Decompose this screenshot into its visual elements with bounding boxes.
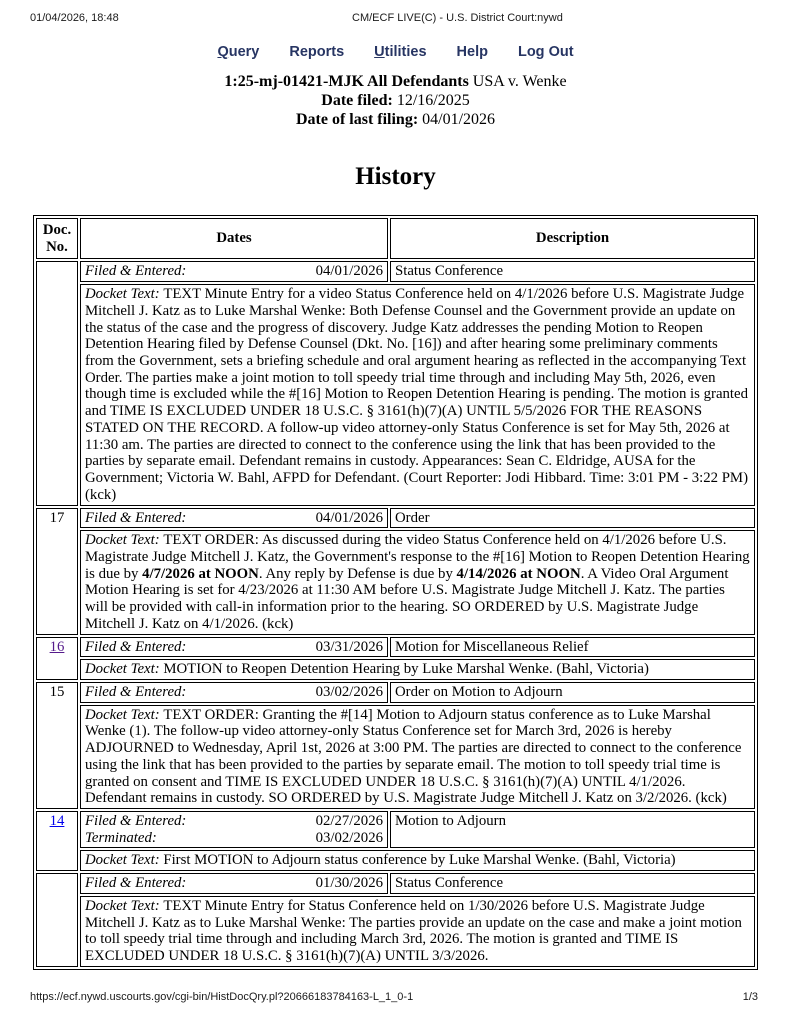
docket-text-row [36,705,755,809]
docket-text-segment: . A Video Oral Argument Motion Hearing is set for 4/23/2026 at 11:30 AM before U.S. Magistrate Judge Mitchell J. Katz. The parties will be provided with call-in information prior to the hearing. SO ORDERED by U.S. Magistrate Judge Mitchell J. Katz on 4/1/2026. (kck) [85,565,729,632]
description-cell: Status Conference [390,261,755,282]
print-timestamp: 01/04/2026, 18:48 [30,12,119,24]
dates-cell [80,261,388,282]
date-line [85,639,383,656]
dates-cell [80,637,388,658]
dates-cell [80,508,388,529]
description-cell: Motion for Miscellaneous Relief [390,637,755,658]
docket-text-row [36,896,755,967]
footer-url: https://ecf.nywd.uscourts.gov/cgi-bin/HistDocQry.pl?20666183784163-L_1_0-1 [30,991,414,1003]
docket-text-label: Docket Text: [85,532,164,549]
docket-text-row [36,284,755,505]
docket-text-cell [80,284,755,505]
history-table-body [36,261,755,966]
description-cell: Status Conference [390,873,755,894]
print-footer [0,985,791,1024]
docket-text-row [36,659,755,680]
last-filing-line [0,110,791,129]
date-value: 03/31/2026 [315,638,383,655]
nav-reports[interactable]: Reports [289,44,345,60]
nav-help[interactable]: Help [456,44,488,60]
entry-row [36,811,755,848]
nav-query[interactable]: Query [217,44,260,60]
description-cell: Order [390,508,755,529]
col-header-dates: Dates [80,218,388,259]
case-number: 1:25-mj-01421-MJK All Defendants [224,73,469,90]
docket-text-segment: MOTION to Reopen Detention Hearing by Luke Marshal Wenke. (Bahl, Victoria) [163,661,649,678]
docket-text-cell [80,850,755,871]
entry-row [36,682,755,703]
date-line [85,684,383,701]
print-header [0,12,791,28]
docket-text-label: Docket Text: [85,852,164,869]
date-value: 01/30/2026 [315,875,383,892]
docket-text-label: Docket Text: [85,897,164,914]
doc-number-cell [36,637,78,680]
col-header-description: Description [390,218,755,259]
date-value: 04/01/2026 [315,509,383,526]
docket-text-segment: TEXT ORDER: Granting the #[14] Motion to Adjourn status conference as to Luke Marshal Wenke (1). The follow-up video attorney-only Status Conference set for March 3rd, 2026 is hereby ADJOURNED to Wednesday, April 1st, 2026 at 3:00 PM. The parties are directed to connect to the conference using the link that has been provided to the parties by separate email. The motion to toll speedy trial time is granted on consent and TIME IS EXCLUDED UNDER 18 U.S.C. § 3161(h)(7)(A) UNTIL 4/1/2026. Defendant remains in custody. SO ORDERED by U.S. Magistrate Judge Mitchell J. Katz on 3/2/2026. (kck) [85,706,742,807]
docket-text-label: Docket Text: [85,706,164,723]
case-name: USA v. Wenke [468,73,567,90]
page-title: History [355,163,436,190]
date-label: Filed & Entered: [85,638,187,655]
docket-text-segment: TEXT ORDER: As discussed during the video Status Conference held on 4/1/2026 before U.S. Magistrate Judge Mitchell J. Katz, the Government's response to the #[16] Motion to Reopen Detention Hearing is due by [85,532,750,582]
date-label: Filed & Entered: [85,813,187,829]
doc-number-cell: 15 [36,682,78,809]
description-cell: Motion to Adjourn [390,811,755,848]
entry-row [36,508,755,529]
date-value: 02/27/2026 [315,813,383,829]
date-label: Filed & Entered: [85,683,187,700]
footer-page-number: 1/3 [742,991,758,1003]
docket-text-bold-segment: 4/7/2026 at NOON [142,565,259,582]
last-filing-label: Date of last filing: [295,111,419,128]
docket-text-cell [80,530,755,634]
description-cell: Order on Motion to Adjourn [390,682,755,703]
date-line [85,263,383,280]
docket-text-row [36,530,755,634]
doc-number-cell [36,811,78,871]
doc-number-cell: 17 [36,508,78,635]
case-title-line [0,72,791,91]
dates-cell [80,811,388,848]
docket-text-row [36,850,755,871]
doc-number-cell [36,261,78,505]
print-title: CM/ECF LIVE(C) - U.S. District Court:nywd [352,12,563,24]
date-line [85,830,383,847]
doc-number-link[interactable]: 14 [49,813,65,829]
date-label: Filed & Entered: [85,875,187,892]
col-header-doc-no: Doc. No. [36,218,78,259]
date-value: 03/02/2026 [315,829,383,846]
docket-text-label: Docket Text: [85,286,164,303]
docket-text-segment: TEXT Minute Entry for Status Conference held on 1/30/2026 before U.S. Magistrate Judge Mitchell J. Katz as to Luke Marshal Wenke: The parties provide an update on the case and make a joint motion to toll speedy trial time through and including March 3rd, 2026. The motion is granted and TIME IS EXCLUDED UNDER 18 U.S.C. § 3161(h)(7)(A) UNTIL 3/3/2026. [85,897,742,965]
docket-text-cell [80,705,755,809]
doc-number-cell [36,873,78,967]
date-label: Terminated: [85,829,157,846]
entry-row [36,873,755,894]
nav-log-out[interactable]: Log Out [517,44,574,60]
date-line [85,875,383,892]
docket-text-segment: First MOTION to Adjourn status conference by Luke Marshal Wenke. (Bahl, Victoria) [163,852,676,869]
docket-text-cell [80,659,755,680]
docket-text-label: Docket Text: [85,661,164,678]
docket-text-segment: . Any reply by Defense is due by [258,565,457,582]
entry-row [36,261,755,282]
date-line [85,813,383,830]
main-nav [26,44,766,60]
dates-cell [80,873,388,894]
docket-text-bold-segment: 4/14/2026 at NOON [456,565,581,582]
nav-utilities[interactable]: Utilities [374,44,427,60]
date-filed-line [0,91,791,110]
dates-cell [80,682,388,703]
header-row [36,218,755,259]
docket-text-cell [80,896,755,967]
date-filed-label: Date filed: [321,92,393,109]
date-value: 04/01/2026 [315,263,383,280]
doc-number-link[interactable]: 16 [49,638,65,655]
case-header [0,72,791,129]
date-label: Filed & Entered: [85,509,187,526]
history-table [33,215,758,970]
date-value: 03/02/2026 [315,683,383,700]
date-line [85,510,383,527]
date-filed-value: 12/16/2025 [392,92,470,109]
entry-row [36,637,755,658]
last-filing-value: 04/01/2026 [418,111,496,128]
docket-text-segment: TEXT Minute Entry for a video Status Conference held on 4/1/2026 before U.S. Magistrate Judge Mitchell J. Katz as to Luke Marshal Wenke: Both Defense Counsel and the Government provide an update on the status of the case and the progress of discovery. Judge Katz addresses the pending Motion to Reopen Detention Hearing filed by Defense Counsel (Dkt. No. [16]) and after hearing some preliminary comments from the Government, sets a briefing schedule and oral argument hearing as reflected in the accompanying Text Order. The parties make a joint motion to toll speedy trial time through and including May 5th, 2026, even though time is excluded while the #[16] Motion to Reopen Detention Hearing is pending. The motion is granted and TIME IS EXCLUDED UNDER 18 U.S.C. § 3161(h)(7)(A) UNTIL 5/5/2026 FOR THE REASONS STATED ON THE RECORD. A follow-up video attorney-only Status Conference is set for May 5th, 2026 at 11:30 am. The parties are directed to connect to the conference using the link that has been provided to the parties by separate email. Defendant remains in custody. Appearances: Sean C. Eldridge, AUSA for the Government; Victoria W. Bahl, AFPD for Defendant. (Court Reporter: Jodi Hibbard. Time: 3:01 PM - 3:22 PM) (kck) [85,286,749,503]
date-label: Filed & Entered: [85,263,187,280]
